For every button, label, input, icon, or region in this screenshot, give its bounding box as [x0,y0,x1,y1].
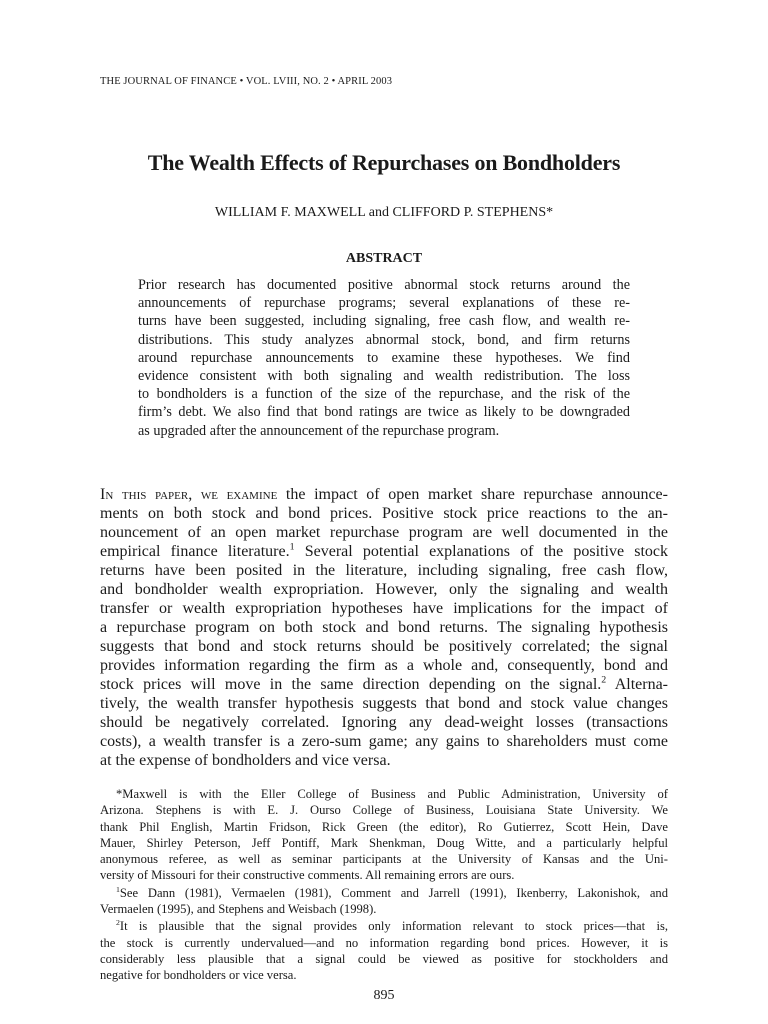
footnote-line: negative for bondholders or vice versa. [100,968,297,983]
footnote-line: versity of Missouri for their constructive comments. All remaining errors are ours. [100,868,515,883]
abstract-heading: ABSTRACT [345,251,423,266]
footnote-line-text: It is plausible that the signal provides only information relevant to stock prices—that is, [119,919,668,934]
footnote-2 [100,918,668,983]
footnote-1 [100,885,668,918]
body-line: provides information regarding the firm as a whole and, consequently, bond and [100,657,668,674]
abstract-line: evidence consistent with both signaling and wealth redistribution. The loss [138,368,630,385]
footnote-marker: 2 [116,918,120,928]
footnote-line: considerably less plausible that a signal could be viewed as positive for stockholders and [100,951,668,966]
footnote-line [100,918,668,934]
abstract-line: announcements of repurchase programs; several explanations of these re- [138,295,630,312]
footnote-line: the stock is currently undervalued—and no information regarding bond prices. However, it is [100,935,668,950]
author-line: WILLIAM F. MAXWELL and CLIFFORD P. STEPHENS* [214,205,554,220]
abstract-line: distributions. This study analyzes abnormal stock, bond, and firm returns [138,331,630,348]
small-caps-lead-in: In this paper, we examine [100,486,278,503]
footnote-line [100,885,668,901]
footnote-marker: 2 [601,675,607,686]
footnote-line [100,786,668,802]
author-footnote [100,786,668,884]
footnote-line: Vermaelen (1995), and Stephens and Weisbach (1998). [100,902,377,917]
footnote-line: anonymous referee, as well as seminar participants at the University of Kansas and the Uni- [100,852,668,867]
body-paragraph [100,485,668,770]
abstract-line: as upgraded after the announcement of the repurchase program. [138,422,500,439]
footnote-line-text: *Maxwell is with the Eller College of Business and Public Administration, University of [116,787,668,801]
abstract-line: around repurchase announcements to examine these hypotheses. We find [138,349,630,366]
body-line: at the expense of bondholders and vice versa. [100,752,391,769]
abstract-text [138,276,630,440]
footnote-line: Mauer, Shirley Peterson, Jeff Pontiff, Mark Shenkman, Doug Witte, and a particularly helpful [100,835,668,850]
running-head: THE JOURNAL OF FINANCE • VOL. LVIII, NO. 2 • APRIL 2003 [100,76,393,87]
body-line [100,542,668,561]
footnote-marker: 1 [116,884,120,894]
body-line: tively, the wealth transfer hypothesis suggests that bond and stock value changes [100,695,668,712]
body-line: costs), a wealth transfer is a zero-sum game; any gains to shareholders must come [100,733,668,750]
body-line: ments on both stock and bond prices. Positive stock price reactions to the an- [100,505,668,522]
body-line: suggests that bond and stock returns should be positively correlated; the signal [100,638,668,655]
abstract-line: turns have been suggested, including signaling, free cash flow, and wealth re- [138,313,630,330]
body-line: nouncement of an open market repurchase program are well documented in the [100,524,668,541]
body-line: should be negatively correlated. Ignoring any dead-weight losses (transactions [100,714,668,731]
body-line: and bondholder wealth expropriation. However, only the signaling and wealth [100,581,668,598]
body-line-text: the impact of open market share repurchase announce- [277,486,668,503]
body-line-text: Alterna- [606,676,668,693]
body-line [100,675,668,694]
abstract-line: Prior research has documented positive abnormal stock returns around the [138,277,630,293]
abstract-line: firm’s debt. We also find that bond ratings are twice as likely to be downgraded [138,404,630,421]
abstract-line: to bondholders is a function of the size of the repurchase, and the risk of the [138,386,630,403]
body-line [100,485,668,504]
footnote-line: Arizona. Stephens is with E. J. Ourso College of Business, Louisiana State University. We [100,803,668,818]
footnote-line-text: See Dann (1981), Vermaelen (1981), Comment and Jarrell (1991), Ikenberry, Lakonishok, and [119,885,668,900]
body-line: a repurchase program on both stock and bond returns. The signaling hypothesis [100,619,668,636]
footnote-line: thank Phil English, Martin Fridson, Rick Green (the editor), Ro Gutierrez, Scott Hein, Dave [100,819,668,834]
page-number: 895 [373,988,395,1003]
article-title: The Wealth Effects of Repurchases on Bondholders [147,150,621,175]
body-line-text: Several potential explanations of the positive stock [294,543,668,560]
footnote-marker: 1 [289,542,295,553]
footnotes [100,786,668,984]
body-line: returns have been posited in the literature, including signaling, free cash flow, [100,562,668,579]
body-line-text: stock prices will move in the same direction depending on the signal. [100,676,602,693]
body-line-text: empirical finance literature. [100,543,290,560]
body-line: transfer or wealth expropriation hypotheses have implications for the impact of [100,600,668,617]
